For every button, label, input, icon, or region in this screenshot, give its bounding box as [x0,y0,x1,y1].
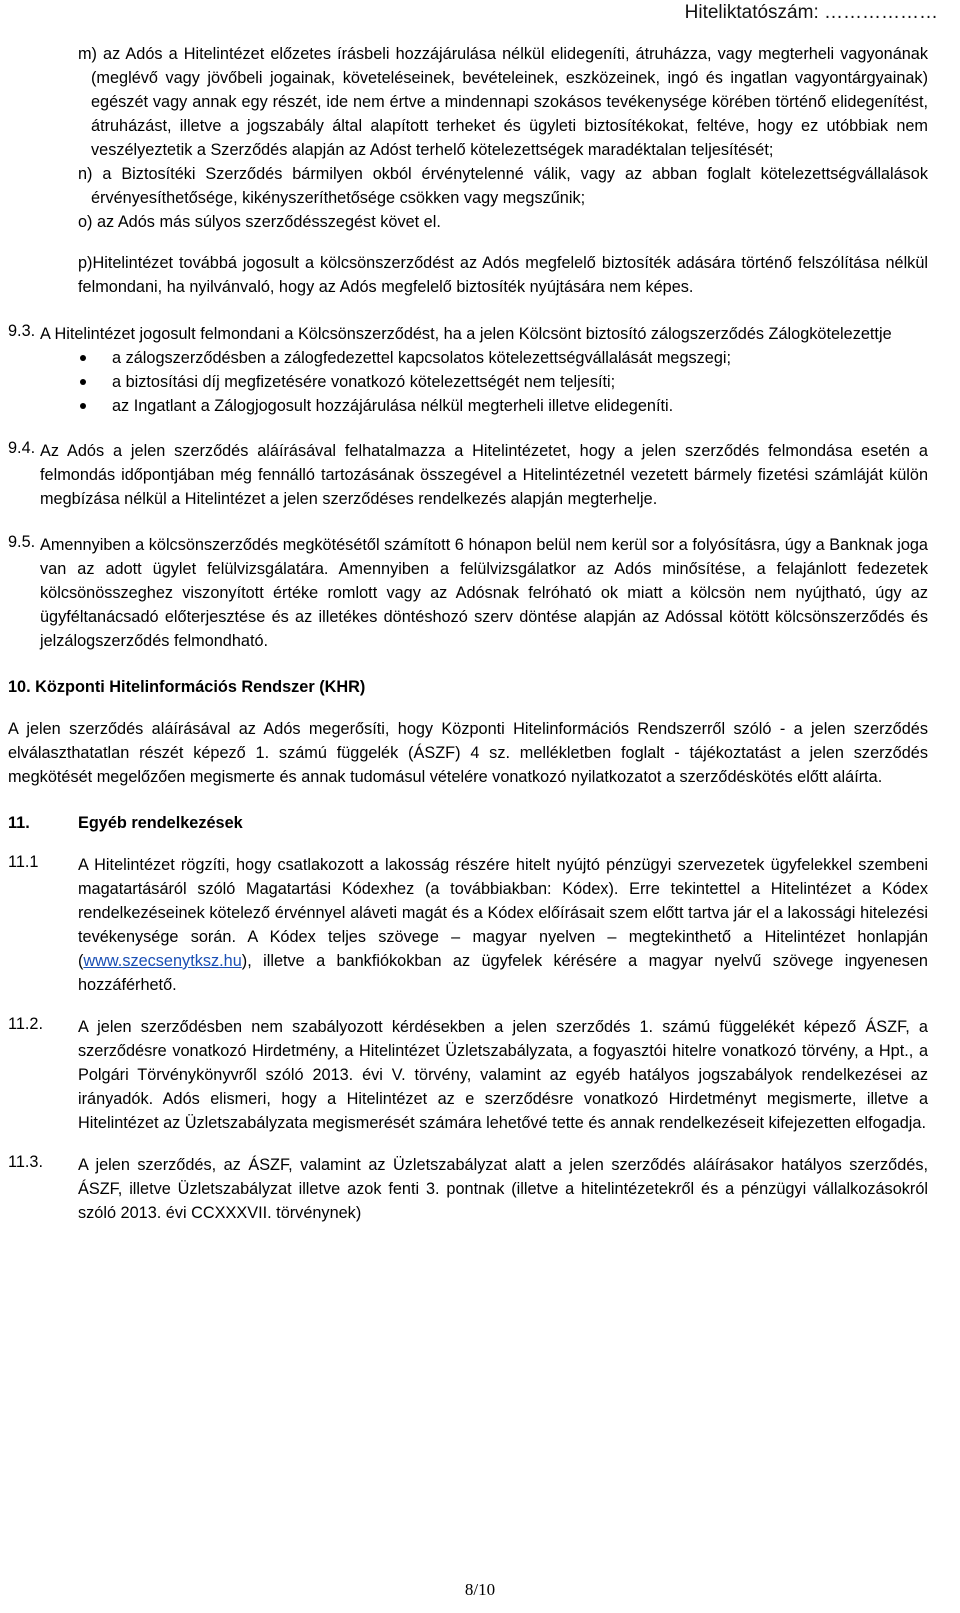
section-text: A Hitelintézet rögzíti, hogy csatlakozott a lakosság részére hitelt nyújtó pénzügyi szervezetek ügyfelekkel szembeni magatartásáról szóló Magatartási Kódexhez (a továbbiakban: Kódex). Erre tekintettel a Hitelintézet a Kódex rendelkezéseinek kötelező érvénnyel aláveti magát és a Kódex előírásait szem előtt tartva jár el a lakossági hitelezési tevékenysége során. A Kódex teljes szövege – magyar nyelven – megtekinthető a Hitelintézet honlapján (www.szecsenytksz.hu), illetve a bankfiókokban az ügyfelek kérésére a magyar nyelvű szövege ingyenesen hozzáférhető. [78,856,928,994]
clause-list-mno [78,42,928,299]
bullet-list [78,346,928,418]
clause-m: m) az Adós a Hitelintézet előzetes írásbeli hozzájárulása nélkül elidegeníti, átruházza, vagy megterheli vagyonának (meglévő vagy jövőbeli jogainak, követeléseinek, bevételeinek, eszközeinek, ingó és ingatlan vagyontárgyainak) egészét vagy annak egy részét, ide nem értve a mindennapi szokásos tevékenysége körében történő elidegenítést, átruházást, illetve a jogszabály által alapított terheket és ügyleti biztosítékokat, feltéve, hogy ez utóbbiak nem veszélyeztetik a Szerződés alapján az Adóst terhelő kötelezettségek maradéktalan teljesítését; [78,45,928,159]
clause-n: n) a Biztosítéki Szerződés bármilyen okból érvénytelenné válik, vagy az abban foglalt kötelezettségvállalások érvényesíthetősége, kikényszeríthetősége csökken vagy megszűnik; [78,165,928,207]
clause-p: p)Hitelintézet továbbá jogosult a kölcsönszerződést az Adós megfelelő biztosíték adására történő felszólítása nélkül felmondani, ha nyilvánvaló, hogy az Adós megfelelő biztosíték nyújtására nem képes. [78,254,928,296]
section-11-2 [8,1015,928,1135]
section-number: 9.4. [8,439,36,457]
section-number: 9.5. [8,533,36,551]
section-text: Amennyiben a kölcsönszerződés megkötésétől számított 6 hónapon belül nem kerül sor a folyósításra, úgy a Banknak joga van az adott ügylet felülvizsgálatára. Amennyiben a felülvizsgálatkor az Adós minősítése, a felajánlott fedezetek kölcsönösszeghez viszonyított értéke romlott vagy az Adósnak felróható ok miatt a kölcsön nem nyújtható, úgy az ügyféltanácsadó előterjesztése és az illetékes döntéshozó szerv döntése alapján az Adóssal kötött kölcsönszerződés és jelzálogszerződés felmondható. [40,536,928,650]
section-9-5 [8,533,928,653]
section-title-11 [8,811,928,835]
section-text: A jelen szerződés, az ÁSZF, valamint az Üzletszabályzat alatt a jelen szerződés aláírásakor hatályos szerződés, ÁSZF, illetve Üzletszabályzat illetve azok fenti 3. pontnak (illetve a hitelintézetekről és a pénzügyi vállalkozásokról szóló 2013. évi CCXXXVII. törvénynek) [78,1156,928,1222]
bullet-icon [80,379,86,385]
section-10-text: A jelen szerződés aláírásával az Adós megerősíti, hogy Központi Hitelinformációs Rendszerről szóló - a jelen szerződés elválaszthatatlan részét képező 1. számú függelék (ÁSZF) 4 sz. mellékletben foglalt - tájékoztatást a jelen szerződés megkötését megelőzően megismerte és annak tudomásul vételére vonatkozó nyilatkozatot a szerződéskötés előtt aláírta. [8,720,928,786]
list-item: a zálogszerződésben a zálogfedezettel kapcsolatos kötelezettségvállalását megszegi; [78,346,928,370]
section-number: 11.1 [8,853,39,871]
list-item: a biztosítási díj megfizetésére vonatkozó kötelezettségét nem teljesíti; [78,370,928,394]
section-text: A jelen szerződésben nem szabályozott kérdésekben a jelen szerződés 1. számú függelékét képező ÁSZF, a szerződésre vonatkozó Hirdetmény, a Hitelintézet Üzletszabályzata, a fogyasztói hitelre vonatkozó törvény, a Hpt., a Polgári Törvénykönyvről szóló 2013. évi V. törvény, valamint az egyéb hatályos jogszabályok rendelkezései az irányadók. Adós elismeri, hogy a Hitelintézet az e szerződésre vonatkozó Hirdetményt megismerte, illetve a Hitelintézet az Üzletszabályzata megismerését számára lehetővé tette és annak rendelkezéseit kifejezetten elfogadja. [78,1018,928,1132]
document-body [0,42,960,1225]
section-number: 11.3. [8,1153,44,1171]
section-title-10: 10. Központi Hitelinformációs Rendszer (KHR) [8,678,366,696]
section-text: Az Adós a jelen szerződés aláírásával felhatalmazza a Hitelintézetet, hogy a jelen szerződés felmondása esetén a felmondás időpontjában még fennálló tartozásának összegével a Hitelintézetnél vezetett bármely fizetési számláját külön megbízása nélkül a Hitelintézet a jelen szerződéses rendelkezés alapján megterhelje. [40,442,928,508]
section-11-3 [8,1153,928,1225]
section-9-4 [8,439,928,511]
section-11-1 [8,853,928,997]
section-text: A Hitelintézet jogosult felmondani a Kölcsönszerződést, ha a jelen Kölcsönt biztosító zálogszerződés Zálogkötelezettje [40,325,892,343]
bullet-icon [80,355,86,361]
clause-o: o) az Adós más súlyos szerződésszegést követ el. [78,213,441,231]
list-item: az Ingatlant a Zálogjogosult hozzájárulása nélkül megterheli illetve elidegeníti. [78,394,928,418]
kodex-link[interactable]: www.szecsenytksz.hu [83,952,242,970]
bullet-icon [80,403,86,409]
section-number: 11. [8,814,30,832]
page-header: Hiteliktatószám: ……………… [684,2,938,23]
section-number: 9.3. [8,322,36,340]
section-number: 11.2. [8,1015,44,1033]
section-title: Egyéb rendelkezések [78,814,243,832]
page-number: 8/10 [464,1580,496,1599]
section-9-3 [8,322,928,346]
